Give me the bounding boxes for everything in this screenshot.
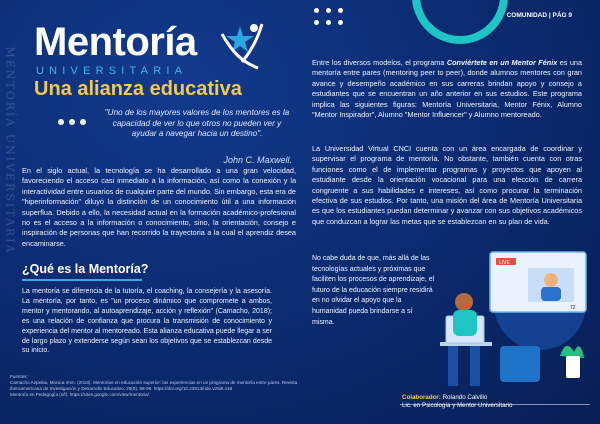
section-underline [22,279,142,281]
section-body [22,287,272,356]
collaborator-role: Lic. en Psicología y Mentor Universitario [402,401,513,409]
right-paragraph-3 [312,254,436,328]
logo-subtitle: UNIVERSITARIA [36,65,188,77]
collaborator-credit [402,394,512,409]
collaborator-name: Rolando Calvillo [442,394,488,401]
teal-arc-decoration [412,0,508,44]
source-line-2: Mentoría en Pedagogía (s/f). https://sites.google.com/view/mentoria/ [10,392,149,397]
source-line-1: Camacho Azpeitia, Monica Imm. (2018). Mentorías en educación superior: las experiencias en un programa de mentoría entre pares. Revista Iberoamericana de Investigación y Desarrollo Educativo, 25(9), 86-99. https://doi.org/10.23913/ride.v25i9.418 [10,380,298,391]
p1-post: es una mentoría entre pares (mentoring peer to peer), donde alumnos mentores con gran avance y desempeño académico en sus carreras brindan apoyo y consejo a estudiantes que se encuentran un año anterior en sus estudios. Este programa implica las siguientes figuras: Mentoría Universitaria, Mentor Fénix, Alumno "Mentor Inspirador", Alumno "Mentor Influencer" y Alumno mentoreado. [312,58,583,120]
right-paragraph-1 [312,58,582,120]
sources-label: Fuentes: [10,374,28,379]
collaborator-label: Colaborador: [402,394,441,401]
page-headline: Una alianza educativa [34,78,242,100]
quote-author: John C. Maxwell. [223,155,292,165]
quote-dots [58,112,98,122]
live-label: LIVE [499,260,510,266]
p1-pre: Entre los diversos modelos, el programa [312,58,447,67]
sources-block [10,374,310,398]
logo-wordmark: Mentoría [34,20,197,64]
p1-program-name: Conviértete en un Mentor Fénix [446,58,558,67]
star-figure-icon [212,22,268,72]
p3-text: No cabe duda de que, más allá de las tecnologías actuales y próximas que faciliten los procesos de aprendizaje, el futuro de la educación siempre residirá en no olvidar el apoyo que la humanidad pueda brindarse a sí misma. [312,255,435,326]
intro-paragraph [22,166,296,249]
intro-text: En el siglo actual, la tecnología se ha desarrollado a una gran velocidad, favoreciendo el acceso casi inmediato a la información, así como la conexión y la interactividad entre usuarios de cualquier parte del mundo. Sin embargo, esta era de "hiperinformación" diluyó la distinción de un conocimiento útil a una información superflua. Debido a ello, la necesidad actual en la formación académico-profesional no es el acceso a la información o conocimiento, sino, la orientación, consejo e inspiración de personas que han recorrido la trayectoria a la cual el aprendiz desea encaminarse. [22,166,296,248]
right-paragraph-2 [312,144,582,227]
section-body-text: La mentoría se diferencia de la tutoría, el coaching, la consejería y la asesoría. La mentoría, por tanto, es "un proceso dinámico que compromete a ambos, mentor y mentorando, al autoaprendizaje, acción y reflexión" (Camacho, 2018); es una relación de confianza que procura la transmisión de conocimiento y experiencia del mentor al mentoreado. Esta alianza educativa puede llegar a ser de largo plazo y extenderse según sean los objetivos que se establezcan desde su inicio. [22,288,272,355]
section-title: ¿Qué es la Mentoría? [22,262,149,276]
p2-text: La Universidad Virtual CNCI cuenta con un área encargada de coordinar y supervisar el programa de mentoría. No obstante, también cuenta con otras funciones como el de implementar programas y proyectos que apoyen al estudiante desde la orientación vocacional para una elección de carrera congruente a sus habilidades e intereses, así como procurar la terminación efectiva de sus estudios. Por tanto, una misión del área de Mentoría Universitaria es que los estudiantes puedan determinar y avanzar con sus objetivos académicos que conduzcan a lograr las metas que se establezcan en su plan de vida. [312,144,582,226]
quote-text: "Uno de los mayores valores de los mentores es la capacidad de ver lo que otros no pueden ver y ayudar a navegar hacia un destino". [104,108,290,138]
counter-label: 72 [570,305,576,311]
section-page-badge: COMUNIDAD | PÁG 9 [506,12,572,19]
mentoria-logo [34,20,264,86]
vertical-watermark: MENTORÍA UNIVERSITARIA [3,46,17,255]
dots-grid-decoration [314,8,354,38]
mentoring-illustration [420,246,594,390]
